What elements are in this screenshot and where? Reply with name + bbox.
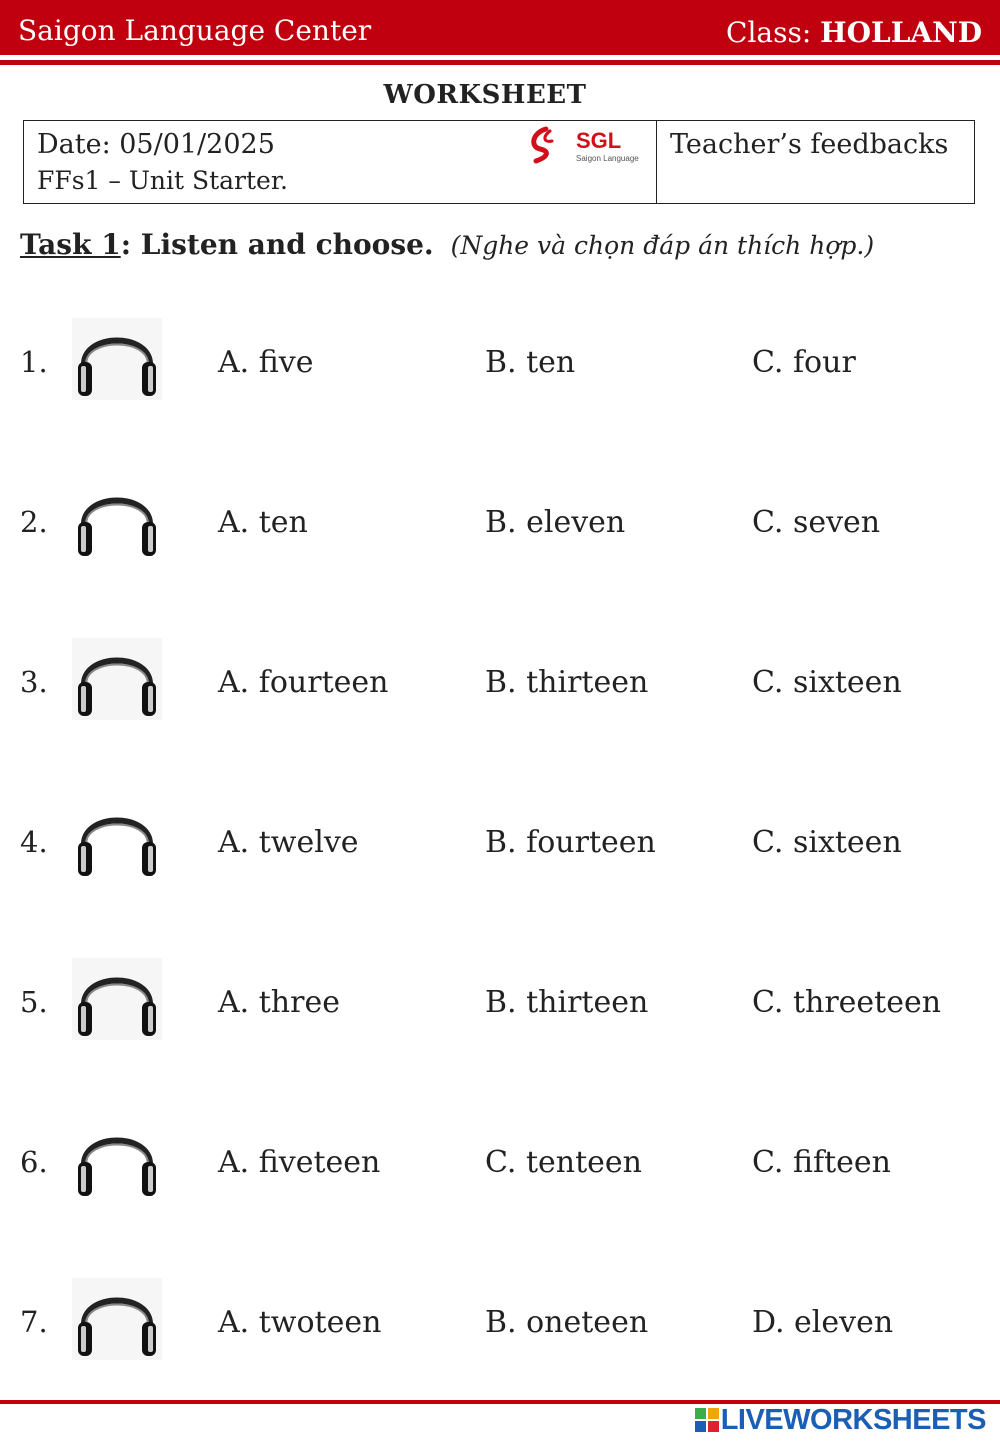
center-name: Saigon Language Center [18,14,372,47]
option-a[interactable]: A. twelve [218,825,359,860]
task-title: Listen and choose. [131,228,434,261]
question-1 [0,318,1000,408]
headphones-icon[interactable] [72,318,162,400]
option-c[interactable]: D. eleven [752,1305,894,1340]
class-name: HOLLAND [820,16,982,49]
sgl-logo [528,125,650,165]
option-c[interactable]: C. sixteen [752,665,902,700]
question-3 [0,638,1000,728]
option-b[interactable]: B. eleven [485,505,626,540]
option-a[interactable]: A. twoteen [218,1305,382,1340]
option-b[interactable]: B. fourteen [485,825,656,860]
option-c[interactable]: C. four [752,345,856,380]
question-number: 6. [20,1145,48,1179]
question-2 [0,478,1000,568]
option-a[interactable]: A. fourteen [218,665,389,700]
question-4 [0,798,1000,888]
worksheet-title: WORKSHEET [383,80,587,110]
date-text: Date: 05/01/2025 [37,129,275,160]
task-number: Task 1 [20,228,121,261]
option-b[interactable]: C. tenteen [485,1145,642,1180]
class-label-text: Class: [726,16,812,49]
question-7 [0,1278,1000,1368]
header-divider [0,60,1000,65]
liveworksheets-logo [695,1404,986,1437]
question-5 [0,958,1000,1048]
liveworksheets-brand: LIVEWORKSHEETS [720,1404,986,1436]
feedback-label: Teacher’s feedbacks [670,129,949,160]
headphones-icon[interactable] [72,1278,162,1360]
logo-text: SGL [576,128,622,153]
headphones-icon[interactable] [72,1118,162,1200]
question-number: 5. [20,985,48,1019]
option-c[interactable]: C. sixteen [752,825,902,860]
headphones-icon[interactable] [72,958,162,1040]
option-c[interactable]: C. threeteen [752,985,942,1020]
info-box [23,120,975,204]
option-c[interactable]: C. fifteen [752,1145,891,1180]
option-b[interactable]: B. oneteen [485,1305,649,1340]
logo-subtext: Saigon Language [576,154,639,163]
task-heading [20,228,874,261]
headphones-icon[interactable] [72,798,162,880]
question-number: 7. [20,1305,48,1339]
option-c[interactable]: C. seven [752,505,881,540]
info-left-cell [24,121,657,203]
option-b[interactable]: B. ten [485,345,576,380]
question-number: 4. [20,825,48,859]
option-b[interactable]: B. thirteen [485,985,649,1020]
option-a[interactable]: A. five [218,345,314,380]
option-b[interactable]: B. thirteen [485,665,649,700]
question-number: 3. [20,665,48,699]
liveworksheets-icon [695,1408,719,1432]
question-number: 2. [20,505,48,539]
option-a[interactable]: A. fiveteen [218,1145,381,1180]
header-bar [0,0,1000,55]
question-number: 1. [20,345,48,379]
task-separator: : [120,228,132,261]
task-instruction: (Nghe và chọn đáp án thích hợp.) [450,231,875,260]
headphones-icon[interactable] [72,478,162,560]
option-a[interactable]: A. three [218,985,340,1020]
class-label [726,16,982,49]
option-a[interactable]: A. ten [218,505,308,540]
unit-text: FFs1 – Unit Starter. [37,166,289,195]
headphones-icon[interactable] [72,638,162,720]
question-6 [0,1118,1000,1208]
